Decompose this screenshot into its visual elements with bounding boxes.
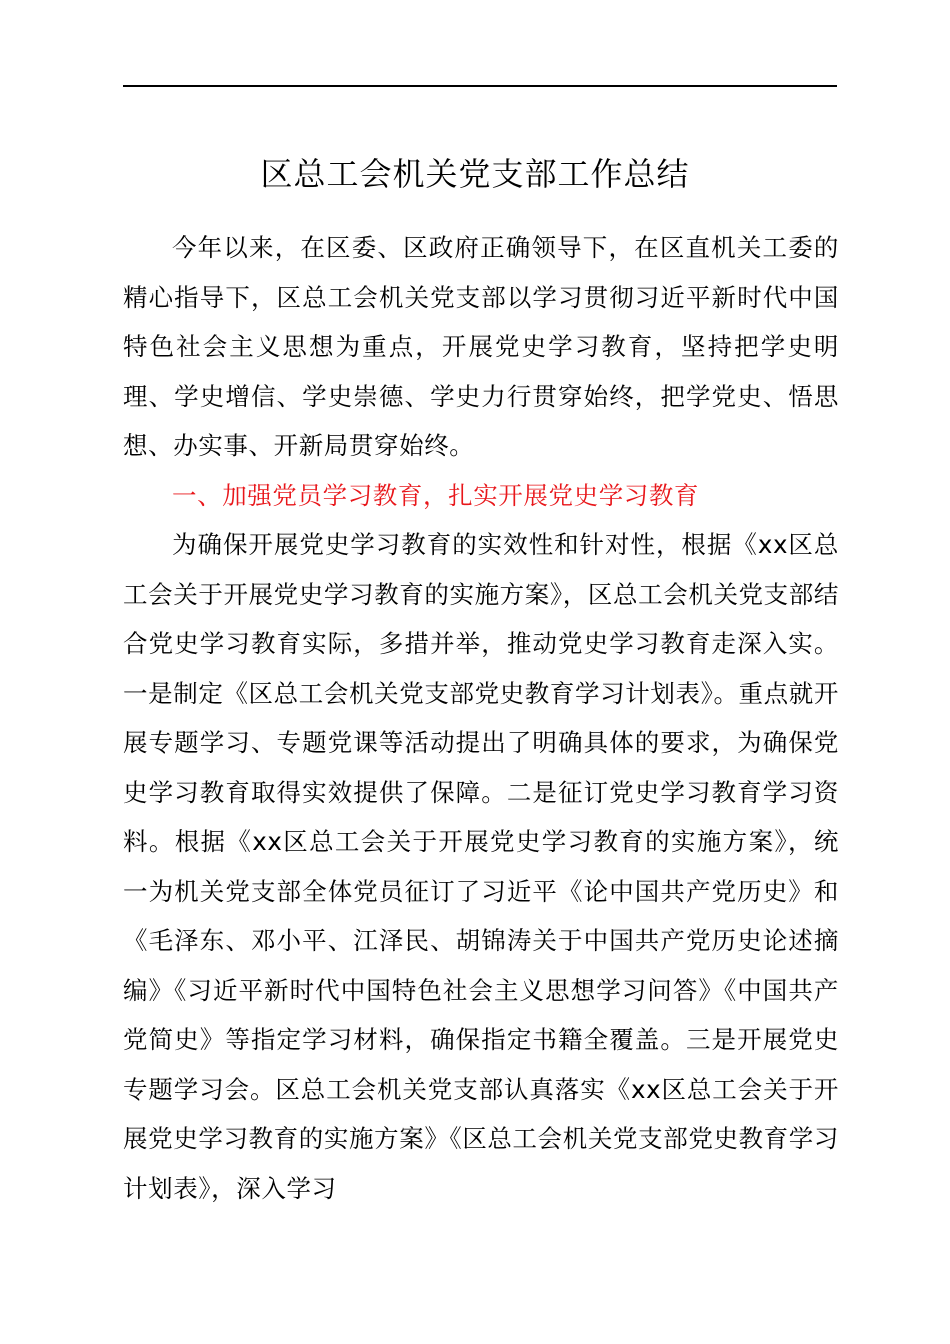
header-rule [123,85,837,87]
document-body [123,223,839,1213]
section-1-heading: 一、加强党员学习教育，扎实开展党史学习教育 [172,480,700,510]
section-1-paragraph: 为确保开展党史学习教育的实效性和针对性，根据《xx区总工会关于开展党史学习教育的实施方案》，区总工会机关党支部结合党史学习教育实际，多措并举，推动党史学习教育走深入实。一是制定《区总工会机关党支部党史教育学习计划表》。重点就开展专题学习、专题党课等活动提出了明确具体的要求，为确保党史学习教育取得实效提供了保障。二是征订党史学习教育学习资料。根据《xx区总工会关于开展党史学习教育的实施方案》，统一为机关党支部全体党员征订了习近平《论中国共产党历史》和《毛泽东、邓小平、江泽民、胡锦涛关于中国共产党历史论述摘编》《习近平新时代中国特色社会主义思想学习问答》《中国共产党简史》等指定学习材料，确保指定书籍全覆盖。三是开展党史专题学习会。区总工会机关党支部认真落实《xx区总工会关于开展党史学习教育的实施方案》《区总工会机关党支部党史教育学习计划表》，深入学习 [123,530,839,1203]
intro-paragraph: 今年以来，在区委、区政府正确领导下，在区直机关工委的精心指导下，区总工会机关党支部以学习贯彻习近平新时代中国特色社会主义思想为重点，开展党史学习教育，坚持把学史明理、学史增信、学史崇德、学史力行贯穿始终，把学党史、悟思想、办实事、开新局贯穿始终。 [123,233,839,460]
document-title: 区总工会机关党支部工作总结 [260,155,690,193]
